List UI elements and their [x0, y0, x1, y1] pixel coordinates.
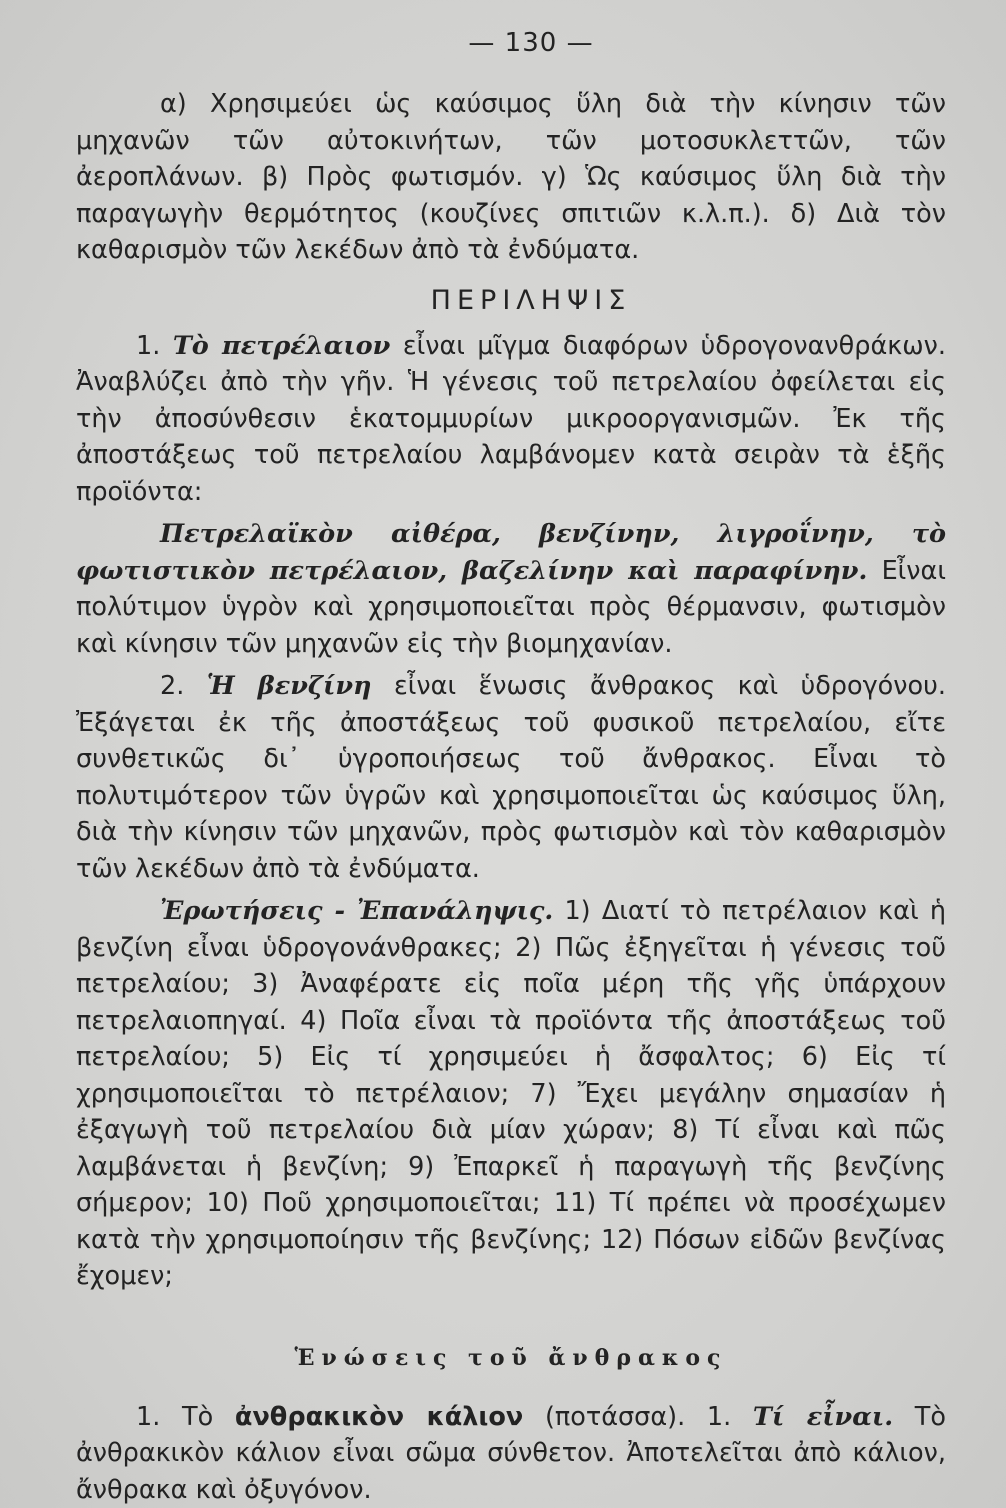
- summary-item-2: [76, 668, 946, 887]
- potash-paren: (ποτάσσα). 1.: [545, 1402, 731, 1432]
- products-names: Πετρελαϊκὸν αἰθέρα, βενζίνην, λιγροΐνην, τὸ φωτιστικὸν πετρέλαιον, βαζελίνην καὶ παραφίνην.: [76, 519, 946, 586]
- summary-item-1: [76, 328, 946, 511]
- item-1-term: Τὸ πετρέλαιον: [173, 331, 391, 361]
- item-2-number: 2.: [160, 671, 184, 701]
- page-number: — 130 —: [116, 28, 946, 58]
- questions-paragraph: [76, 893, 946, 1295]
- products-paragraph: [76, 516, 946, 662]
- potash-question: Τί εἶναι.: [753, 1402, 893, 1432]
- item-1-number: 1.: [136, 331, 160, 361]
- questions-heading: Ἐρωτήσεις - Ἐπανάληψις.: [160, 896, 553, 926]
- potash-paragraph: [76, 1399, 946, 1508]
- potash-term: ἀνθρακικὸν κάλιον: [235, 1402, 523, 1432]
- item-2-term: Ἡ βενζίνη: [207, 671, 372, 701]
- compounds-title: Ἑνώσεις τοῦ ἄνθρακος: [76, 1345, 946, 1371]
- item-2-text: εἶναι ἕνωσις ἄνθρακος καὶ ὑδρογόνου. Ἐξάγεται ἐκ τῆς ἀποστάξεως τοῦ φυσικοῦ πετρελαίου, εἴτε συνθετικῶς δι᾽ ὑγροποιήσεως τοῦ ἄνθρακος. Εἶναι τὸ πολυτιμότερον τῶν ὑγρῶν καὶ χρησιμοποιεῖται ὡς καύσιμος ὕλη, διὰ τὴν κίνησιν τῶν μηχανῶν, πρὸς φωτισμὸν καὶ τὸν καθαρισμὸν τῶν λεκέδων ἀπὸ τὰ ἐνδύματα.: [76, 671, 946, 884]
- products-text: Εἶναι πολύτιμον ὑγρὸν καὶ χρησιμοποιεῖται πρὸς θέρμανσιν, φωτισμὸν καὶ κίνησιν τῶν μηχανῶν εἰς τὴν βιομηχανίαν.: [76, 556, 946, 659]
- intro-paragraph: α) Χρησιμεύει ὡς καύσιμος ὕλη διὰ τὴν κίνησιν τῶν μηχανῶν τῶν αὐτοκινήτων, τῶν μοτοσυκλεττῶν, τῶν ἀεροπλάνων. β) Πρὸς φωτισμόν. γ) Ὡς καύσιμος ὕλη διὰ τὴν παραγωγὴν θερμότητος (κουζίνες σπιτιῶν κ.λ.π.). δ) Διὰ τὸν καθαρισμὸν τῶν λεκέδων ἀπὸ τὰ ἐνδύματα.: [76, 86, 946, 269]
- potash-text: Τὸ ἀνθρακικὸν κάλιον εἶναι σῶμα σύνθετον. Ἀποτελεῖται ἀπὸ κάλιον, ἄνθρακα καὶ ὀξυγόνον.: [76, 1402, 946, 1505]
- questions-text: 1) Διατί τὸ πετρέλαιον καὶ ἡ βενζίνη εἶναι ὑδρογονάνθρακες; 2) Πῶς ἐξηγεῖται ἡ γένεσις τοῦ πετρελαίου; 3) Ἀναφέρατε εἰς ποῖα μέρη τῆς γῆς ὑπάρχουν πετρελαιοπηγαί. 4) Ποῖα εἶναι τὰ προϊόντα τῆς ἀποστάξεως τοῦ πετρελαίου; 5) Εἰς τί χρησιμεύει ἡ ἄσφαλτος; 6) Εἰς τί χρησιμοποιεῖται τὸ πετρέλαιον; 7) Ἔχει μεγάλην σημασίαν ἡ ἐξαγωγὴ τοῦ πετρελαίου διὰ μίαν χώραν; 8) Τί εἶναι καὶ πῶς λαμβάνεται ἡ βενζίνη; 9) Ἐπαρκεῖ ἡ παραγωγὴ τῆς βενζίνης σήμερον; 10) Ποῦ χρησιμοποιεῖται; 11) Τί πρέπει νὰ προσέχωμεν κατὰ τὴν χρησιμοποίησιν τῆς βενζίνης; 12) Πόσων εἰδῶν βενζίνας ἔχομεν;: [76, 896, 946, 1291]
- item-1-text: εἶναι μῖγμα διαφόρων ὑδρογονανθράκων. Ἀναβλύζει ἀπὸ τὴν γῆν. Ἡ γένεσις τοῦ πετρελαίου ὀφείλεται εἰς τὴν ἀποσύνθεσιν ἑκατομμυρίων μικροοργανισμῶν. Ἐκ τῆς ἀποστάξεως τοῦ πετρελαίου λαμβάνομεν κατὰ σειρὰν τὰ ἑξῆς προϊόντα:: [76, 331, 946, 507]
- summary-title: ΠΕΡΙΛΗΨΙΣ: [116, 285, 946, 316]
- potash-lead: 1. Τὸ: [136, 1402, 213, 1432]
